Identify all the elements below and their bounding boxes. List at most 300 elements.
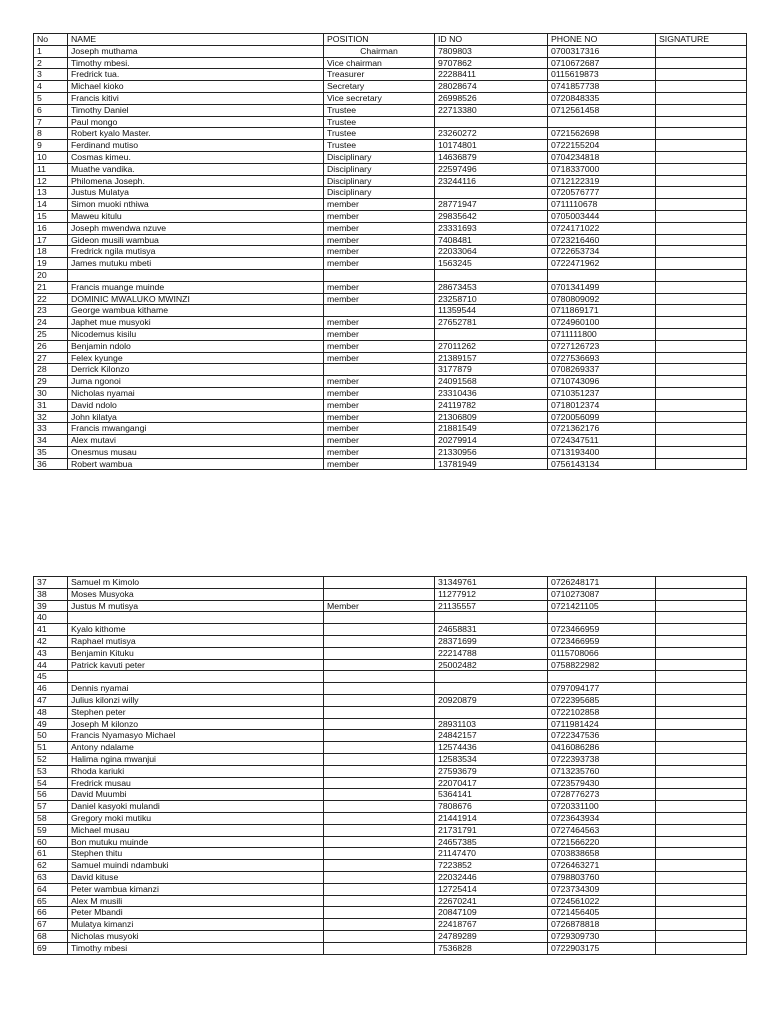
cell-name: Peter Mbandi <box>68 907 324 919</box>
table-body <box>34 577 747 955</box>
cell-phone-no: 0721566220 <box>548 836 656 848</box>
cell-no: 47 <box>34 694 68 706</box>
table-row <box>34 81 747 93</box>
cell-phone-no: 0722102858 <box>548 706 656 718</box>
cell-position: member <box>324 293 435 305</box>
cell-signature <box>656 777 747 789</box>
table-row <box>34 624 747 636</box>
cell-phone-no: 0722395685 <box>548 694 656 706</box>
cell-signature <box>656 765 747 777</box>
cell-phone-no: 0115619873 <box>548 69 656 81</box>
cell-position <box>324 919 435 931</box>
table-row <box>34 871 747 883</box>
cell-phone-no: 0798803760 <box>548 871 656 883</box>
cell-phone-no: 0712122319 <box>548 175 656 187</box>
cell-no: 51 <box>34 742 68 754</box>
cell-name: Felex kyunge <box>68 352 324 364</box>
cell-phone-no <box>548 671 656 683</box>
cell-signature <box>656 789 747 801</box>
cell-phone-no: 0721421105 <box>548 600 656 612</box>
cell-phone-no: 0704234818 <box>548 151 656 163</box>
cell-signature <box>656 730 747 742</box>
cell-position <box>324 730 435 742</box>
cell-no: 32 <box>34 411 68 423</box>
cell-name: Patrick kavuti peter <box>68 659 324 671</box>
cell-name: Samuel muindi ndambuki <box>68 860 324 872</box>
cell-phone-no: 0721362176 <box>548 423 656 435</box>
cell-name: Raphael mutisya <box>68 635 324 647</box>
cell-signature <box>656 328 747 340</box>
table-row <box>34 458 747 470</box>
cell-name <box>68 269 324 281</box>
cell-no: 31 <box>34 399 68 411</box>
cell-signature <box>656 151 747 163</box>
table-row <box>34 104 747 116</box>
table-row <box>34 246 747 258</box>
cell-name: Cosmas kimeu. <box>68 151 324 163</box>
header-position: POSITION <box>324 34 435 46</box>
cell-position <box>324 624 435 636</box>
cell-no: 54 <box>34 777 68 789</box>
cell-id-no: 23331693 <box>435 222 548 234</box>
cell-id-no: 10174801 <box>435 140 548 152</box>
cell-no: 46 <box>34 683 68 695</box>
cell-id-no: 24789289 <box>435 930 548 942</box>
cell-id-no: 21135557 <box>435 600 548 612</box>
cell-phone-no: 0710273087 <box>548 588 656 600</box>
cell-name: Nicholas nyamai <box>68 387 324 399</box>
table-row <box>34 69 747 81</box>
cell-id-no: 29835642 <box>435 210 548 222</box>
cell-id-no <box>435 187 548 199</box>
cell-id-no: 31349761 <box>435 577 548 589</box>
cell-position <box>324 647 435 659</box>
cell-position <box>324 895 435 907</box>
cell-position: member <box>324 387 435 399</box>
cell-id-no: 24657385 <box>435 836 548 848</box>
cell-id-no: 22214788 <box>435 647 548 659</box>
cell-phone-no: 0710351237 <box>548 387 656 399</box>
header-signature: SIGNATURE <box>656 34 747 46</box>
cell-name: Halima ngina mwanjui <box>68 753 324 765</box>
member-register-table-part1 <box>33 33 747 470</box>
cell-no: 43 <box>34 647 68 659</box>
cell-phone-no: 0720576777 <box>548 187 656 199</box>
cell-name: Derrick Kilonzo <box>68 364 324 376</box>
cell-name: Francis mwangangi <box>68 423 324 435</box>
cell-position <box>324 718 435 730</box>
cell-name: Fredrick musau <box>68 777 324 789</box>
cell-signature <box>656 140 747 152</box>
cell-phone-no: 0723466959 <box>548 635 656 647</box>
cell-no: 26 <box>34 340 68 352</box>
cell-id-no: 24842157 <box>435 730 548 742</box>
cell-signature <box>656 104 747 116</box>
cell-position: Vice secretary <box>324 92 435 104</box>
cell-phone-no: 0705003444 <box>548 210 656 222</box>
cell-id-no: 11359544 <box>435 305 548 317</box>
cell-position: Member <box>324 600 435 612</box>
cell-name: Nicodemus kisilu <box>68 328 324 340</box>
cell-signature <box>656 222 747 234</box>
cell-signature <box>656 269 747 281</box>
table-row <box>34 364 747 376</box>
table-row <box>34 293 747 305</box>
table-row <box>34 765 747 777</box>
cell-signature <box>656 258 747 270</box>
cell-signature <box>656 116 747 128</box>
cell-position: member <box>324 399 435 411</box>
cell-signature <box>656 718 747 730</box>
member-register-table-part2 <box>33 576 747 955</box>
cell-name: Francis Nyamasyo Michael <box>68 730 324 742</box>
cell-signature <box>656 801 747 813</box>
cell-id-no <box>435 328 548 340</box>
cell-name: Fredrick ngila mutisya <box>68 246 324 258</box>
cell-phone-no: 0701341499 <box>548 281 656 293</box>
table-row <box>34 234 747 246</box>
cell-phone-no: 0727536693 <box>548 352 656 364</box>
cell-position <box>324 659 435 671</box>
cell-id-no: 21147470 <box>435 848 548 860</box>
cell-name: David Muumbi <box>68 789 324 801</box>
cell-phone-no: 0720331100 <box>548 801 656 813</box>
table-row <box>34 210 747 222</box>
cell-id-no: 20279914 <box>435 435 548 447</box>
cell-no: 64 <box>34 883 68 895</box>
cell-no: 62 <box>34 860 68 872</box>
cell-name: Dennis nyamai <box>68 683 324 695</box>
cell-id-no: 7408481 <box>435 234 548 246</box>
cell-name: Muathe vandika. <box>68 163 324 175</box>
cell-no: 38 <box>34 588 68 600</box>
cell-signature <box>656 577 747 589</box>
cell-no: 6 <box>34 104 68 116</box>
cell-phone-no: 0711111800 <box>548 328 656 340</box>
cell-no: 28 <box>34 364 68 376</box>
cell-signature <box>656 281 747 293</box>
cell-id-no: 21330956 <box>435 446 548 458</box>
cell-position <box>324 305 435 317</box>
cell-no: 65 <box>34 895 68 907</box>
cell-no: 21 <box>34 281 68 293</box>
cell-phone-no: 0703838658 <box>548 848 656 860</box>
cell-no: 63 <box>34 871 68 883</box>
cell-signature <box>656 210 747 222</box>
cell-signature <box>656 163 747 175</box>
cell-id-no: 23258710 <box>435 293 548 305</box>
cell-phone-no: 0729309730 <box>548 930 656 942</box>
table-row <box>34 258 747 270</box>
cell-name: George wambua kithame <box>68 305 324 317</box>
cell-no: 27 <box>34 352 68 364</box>
cell-no: 34 <box>34 435 68 447</box>
cell-signature <box>656 824 747 836</box>
cell-id-no <box>435 683 548 695</box>
table-row <box>34 942 747 954</box>
cell-phone-no: 0710743096 <box>548 376 656 388</box>
cell-position <box>324 860 435 872</box>
cell-id-no: 5364141 <box>435 789 548 801</box>
cell-phone-no: 0721456405 <box>548 907 656 919</box>
cell-position <box>324 635 435 647</box>
cell-name: Peter wambua kimanzi <box>68 883 324 895</box>
cell-position: member <box>324 317 435 329</box>
cell-no: 29 <box>34 376 68 388</box>
cell-id-no: 24658831 <box>435 624 548 636</box>
table-row <box>34 387 747 399</box>
cell-no: 53 <box>34 765 68 777</box>
cell-signature <box>656 128 747 140</box>
cell-signature <box>656 364 747 376</box>
cell-name: Alex mutavi <box>68 435 324 447</box>
table-row <box>34 801 747 813</box>
cell-position: member <box>324 423 435 435</box>
cell-position: member <box>324 352 435 364</box>
cell-signature <box>656 411 747 423</box>
cell-phone-no: 0723466959 <box>548 624 656 636</box>
cell-phone-no: 0780809092 <box>548 293 656 305</box>
table-row <box>34 435 747 447</box>
cell-phone-no: 0722653734 <box>548 246 656 258</box>
cell-position: member <box>324 411 435 423</box>
table-row <box>34 824 747 836</box>
cell-no: 58 <box>34 812 68 824</box>
table-row <box>34 187 747 199</box>
table-row <box>34 399 747 411</box>
cell-name: Daniel kasyoki mulandi <box>68 801 324 813</box>
cell-no: 41 <box>34 624 68 636</box>
cell-no: 33 <box>34 423 68 435</box>
cell-id-no: 27593679 <box>435 765 548 777</box>
cell-name: Ferdinand mutiso <box>68 140 324 152</box>
table-row <box>34 328 747 340</box>
table-row <box>34 718 747 730</box>
cell-name: Antony ndalame <box>68 742 324 754</box>
cell-no: 20 <box>34 269 68 281</box>
cell-signature <box>656 57 747 69</box>
cell-signature <box>656 883 747 895</box>
table-row <box>34 706 747 718</box>
cell-id-no: 13781949 <box>435 458 548 470</box>
cell-id-no <box>435 706 548 718</box>
table-row <box>34 45 747 57</box>
table-row <box>34 742 747 754</box>
cell-position <box>324 269 435 281</box>
header-phone-no: PHONE NO <box>548 34 656 46</box>
cell-no: 15 <box>34 210 68 222</box>
table-row <box>34 352 747 364</box>
cell-phone-no: 0416086286 <box>548 742 656 754</box>
cell-position: member <box>324 281 435 293</box>
cell-id-no: 22597496 <box>435 163 548 175</box>
cell-phone-no: 0720848335 <box>548 92 656 104</box>
cell-position: member <box>324 435 435 447</box>
cell-phone-no <box>548 116 656 128</box>
cell-phone-no: 0741857738 <box>548 81 656 93</box>
table-row <box>34 305 747 317</box>
cell-name: Benjamin Kituku <box>68 647 324 659</box>
cell-signature <box>656 588 747 600</box>
cell-phone-no: 0727464563 <box>548 824 656 836</box>
table-body <box>34 45 747 470</box>
cell-position <box>324 871 435 883</box>
cell-signature <box>656 376 747 388</box>
cell-phone-no: 0718337000 <box>548 163 656 175</box>
cell-id-no: 21441914 <box>435 812 548 824</box>
cell-phone-no: 0722393738 <box>548 753 656 765</box>
cell-position <box>324 907 435 919</box>
cell-signature <box>656 45 747 57</box>
table-row <box>34 895 747 907</box>
cell-name: Paul mongo <box>68 116 324 128</box>
table-row <box>34 317 747 329</box>
cell-signature <box>656 895 747 907</box>
cell-position: Disciplinary <box>324 163 435 175</box>
cell-id-no: 28931103 <box>435 718 548 730</box>
cell-signature <box>656 81 747 93</box>
table-row <box>34 647 747 659</box>
cell-signature <box>656 753 747 765</box>
cell-signature <box>656 647 747 659</box>
cell-no: 45 <box>34 671 68 683</box>
table-row <box>34 281 747 293</box>
cell-id-no: 25002482 <box>435 659 548 671</box>
cell-signature <box>656 600 747 612</box>
cell-id-no: 22288411 <box>435 69 548 81</box>
cell-signature <box>656 706 747 718</box>
table-row <box>34 199 747 211</box>
cell-no: 12 <box>34 175 68 187</box>
cell-signature <box>656 812 747 824</box>
cell-name <box>68 671 324 683</box>
cell-no: 57 <box>34 801 68 813</box>
cell-name: Moses Musyoka <box>68 588 324 600</box>
cell-position: Trustee <box>324 140 435 152</box>
cell-id-no <box>435 269 548 281</box>
cell-phone-no: 0726878818 <box>548 919 656 931</box>
cell-no: 50 <box>34 730 68 742</box>
cell-id-no: 22418767 <box>435 919 548 931</box>
cell-signature <box>656 635 747 647</box>
cell-position <box>324 930 435 942</box>
table-row <box>34 128 747 140</box>
table-row <box>34 163 747 175</box>
table-row <box>34 930 747 942</box>
cell-id-no: 22713380 <box>435 104 548 116</box>
cell-no: 5 <box>34 92 68 104</box>
cell-position <box>324 883 435 895</box>
cell-phone-no: 0711110678 <box>548 199 656 211</box>
cell-id-no: 21389157 <box>435 352 548 364</box>
cell-signature <box>656 340 747 352</box>
cell-name: Kyalo kithome <box>68 624 324 636</box>
cell-name: Simon muoki nthiwa <box>68 199 324 211</box>
cell-phone-no: 0713235760 <box>548 765 656 777</box>
cell-id-no: 27011262 <box>435 340 548 352</box>
cell-id-no: 11277912 <box>435 588 548 600</box>
cell-signature <box>656 659 747 671</box>
cell-id-no: 12725414 <box>435 883 548 895</box>
cell-name: Michael kioko <box>68 81 324 93</box>
cell-no: 11 <box>34 163 68 175</box>
cell-id-no: 28028674 <box>435 81 548 93</box>
table-row <box>34 116 747 128</box>
cell-position <box>324 789 435 801</box>
cell-signature <box>656 187 747 199</box>
cell-position <box>324 848 435 860</box>
cell-no: 17 <box>34 234 68 246</box>
table-row <box>34 907 747 919</box>
cell-id-no: 23244116 <box>435 175 548 187</box>
table-row <box>34 919 747 931</box>
cell-name: Philomena Joseph. <box>68 175 324 187</box>
cell-phone-no: 0722903175 <box>548 942 656 954</box>
cell-id-no: 27652781 <box>435 317 548 329</box>
cell-signature <box>656 305 747 317</box>
cell-id-no: 3177879 <box>435 364 548 376</box>
cell-signature <box>656 683 747 695</box>
cell-no: 42 <box>34 635 68 647</box>
cell-phone-no: 0722155204 <box>548 140 656 152</box>
cell-id-no: 20920879 <box>435 694 548 706</box>
cell-id-no: 21881549 <box>435 423 548 435</box>
cell-phone-no: 0724561022 <box>548 895 656 907</box>
cell-signature <box>656 69 747 81</box>
cell-position <box>324 836 435 848</box>
cell-id-no <box>435 612 548 624</box>
table-row <box>34 269 747 281</box>
cell-no: 22 <box>34 293 68 305</box>
cell-signature <box>656 836 747 848</box>
cell-no: 37 <box>34 577 68 589</box>
cell-id-no: 24091568 <box>435 376 548 388</box>
table-row <box>34 730 747 742</box>
cell-name: DOMINIC MWALUKO MWINZI <box>68 293 324 305</box>
cell-position <box>324 364 435 376</box>
cell-phone-no: 0727126723 <box>548 340 656 352</box>
cell-position: Secretary <box>324 81 435 93</box>
cell-signature <box>656 352 747 364</box>
cell-position <box>324 801 435 813</box>
cell-phone-no: 0756143134 <box>548 458 656 470</box>
cell-name: Fredrick tua. <box>68 69 324 81</box>
cell-signature <box>656 612 747 624</box>
cell-phone-no: 0758822982 <box>548 659 656 671</box>
cell-signature <box>656 175 747 187</box>
cell-id-no: 28771947 <box>435 199 548 211</box>
cell-id-no: 12574436 <box>435 742 548 754</box>
table-row <box>34 577 747 589</box>
cell-phone-no: 0726463271 <box>548 860 656 872</box>
cell-position <box>324 671 435 683</box>
cell-no: 19 <box>34 258 68 270</box>
cell-id-no: 22032446 <box>435 871 548 883</box>
cell-position: member <box>324 222 435 234</box>
cell-phone-no: 0724171022 <box>548 222 656 234</box>
cell-position: Chairman <box>324 45 435 57</box>
cell-no: 59 <box>34 824 68 836</box>
table-row <box>34 777 747 789</box>
cell-name: Gregory moki mutiku <box>68 812 324 824</box>
cell-phone-no: 0710672687 <box>548 57 656 69</box>
cell-position: member <box>324 446 435 458</box>
cell-name: Rhoda kariuki <box>68 765 324 777</box>
cell-signature <box>656 423 747 435</box>
cell-id-no: 7536828 <box>435 942 548 954</box>
cell-phone-no: 0722347536 <box>548 730 656 742</box>
cell-id-no: 7223852 <box>435 860 548 872</box>
